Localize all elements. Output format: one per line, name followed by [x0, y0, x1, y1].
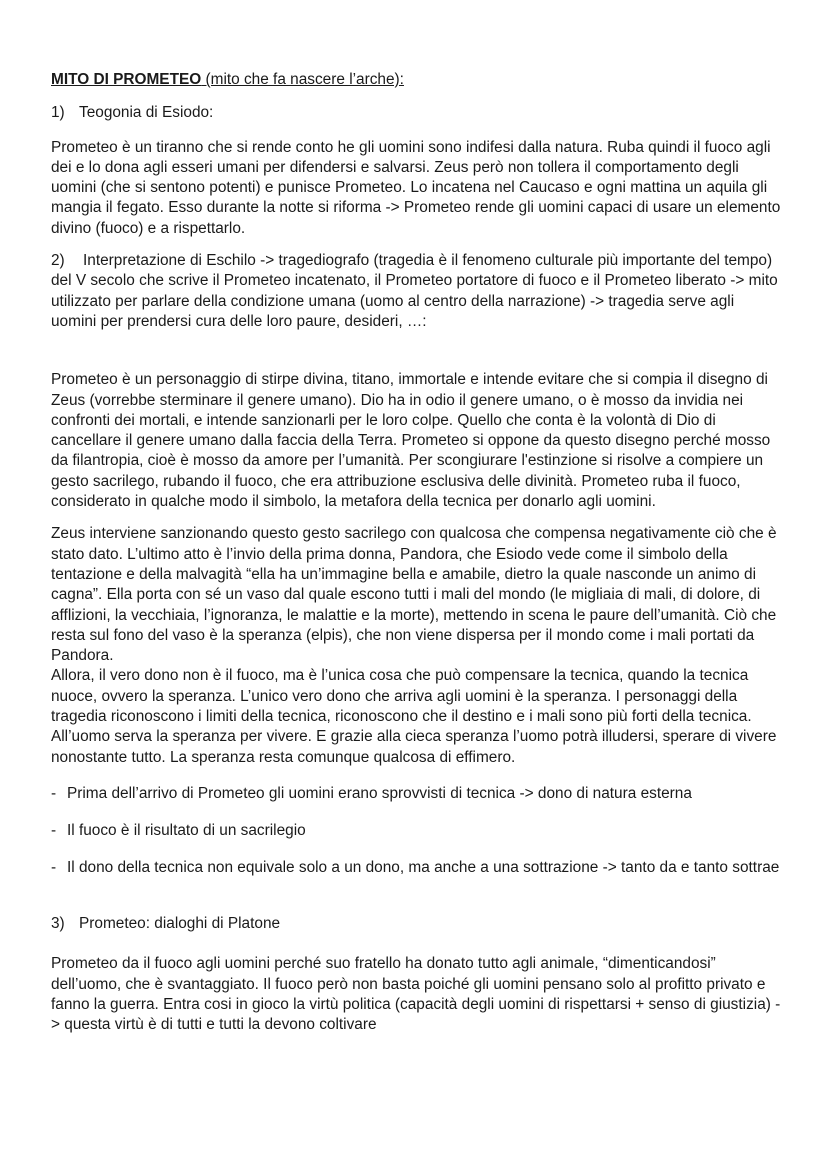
section-1-paragraph: Prometeo è un tiranno che si rende conto he gli uomini sono indifesi dalla natura. Ruba quindi il fuoco agli dei e lo dona agli esseri umani per difendersi e salvarsi. Zeus però non tollera il comportamento degli uomini (che si sentono potenti) e punisce Prometeo. Lo incatena nel Caucaso e ogni mattina un aquila gli mangia il fegato. Esso durante la notte si riforma -> Prometeo rende gli uomini capaci di usare un elemento divino (fuoco) e a rispettarlo.	[51, 138, 781, 237]
section-3-paragraph: Prometeo da il fuoco agli uomini perché suo fratello ha donato tutto agli animale, “dimenticandosi” dell’uomo, che è svantaggiato. Il fuoco però non basta poiché gli uomini pensano solo al profitto privato e fanno la guerra. Entra cosi in gioco la virtù politica (capacità degli uomini di rispettarsi + senso di giustizia) -> questa virtù è di tutti e tutti la devono coltivare	[51, 955, 781, 1034]
section-2-paragraph-3: Allora, il vero dono non è il fuoco, ma è l’unica cosa che può compensare la tecnica, quando la tecnica nuoce, ovvero la speranza. L’unico vero dono che arriva agli uomini è la speranza. I personaggi della tragedia riconoscono i limiti della tecnica, riconoscono che il destino e i mali sono più forti della tecnica. All’uomo serva la speranza per vivere. E grazie alla cieca speranza l’uomo potrà illudersi, sperare di vivere nonostante tutto. La speranza resta comunque qualcosa di effimero.	[51, 667, 777, 766]
list-item	[51, 780, 781, 808]
list-item-text: Il dono della tecnica non equivale solo a un dono, ma anche a una sottrazione -> tanto da e tanto sottrae	[67, 858, 780, 876]
list-item	[51, 854, 781, 882]
title-subtitle: (mito che fa nascere l’arche):	[201, 71, 404, 88]
section-3-heading	[51, 914, 781, 934]
bullet-dash: -	[51, 821, 57, 839]
section-3-number: 3)	[51, 914, 65, 932]
section-1-number: 1)	[51, 104, 65, 122]
document-page	[51, 70, 781, 1047]
section-2-title: Interpretazione di Eschilo -> tragediografo (tragedia è il fenomeno culturale più importante del tempo) del V secolo che scrive il Prometeo incatenato, il Prometeo portatore di fuoco e il Prometeo liberato -> mito utilizzato per parlare della condizione umana (uomo al centro della narrazione) -> tragedia serve agli uomini per prendersi cura delle loro paure, desideri, …:	[51, 252, 778, 330]
bullet-dash: -	[51, 858, 57, 876]
list-item-text: Prima dell’arrivo di Prometeo gli uomini erano sprovvisti di tecnica -> dono di natura esterna	[67, 784, 692, 802]
section-3-title: Prometeo: dialoghi di Platone	[79, 914, 281, 932]
title-main: MITO DI PROMETEO	[51, 71, 202, 88]
bullet-dash: -	[51, 784, 57, 802]
section-2-paragraph-2: Zeus interviene sanzionando questo gesto sacrilego con qualcosa che compensa negativamente ciò che è stato dato. L’ultimo atto è l’invio della prima donna, Pandora, che Esiodo vede come il simbolo della tentazione e della malvagità “ella ha un’immagine bella e amabile, dietro la quale nasconde un animo di cagna”. Ella porta con sé un vaso dal quale escono tutti i mali del mondo (le migliaia di mali, di dolore, di afflizioni, la vecchiaia, l’ignoranza, le malattie e la morte), mettendo in scena le paure dell’umanità. Ciò che resta sul fono del vaso è la speranza (elpis), che non viene dispersa per il mondo come i mali portati da Pandora.	[51, 525, 777, 665]
section-1-title: Teogonia di Esiodo:	[79, 104, 214, 122]
list-item	[51, 817, 781, 845]
bullet-list	[51, 780, 781, 882]
document-title	[51, 70, 781, 90]
section-1-heading	[51, 103, 781, 123]
section-2-number: 2)	[51, 252, 65, 270]
section-2-heading	[51, 251, 781, 332]
list-item-text: Il fuoco è il risultato di un sacrilegio	[67, 821, 306, 839]
section-2-paragraph-1: Prometeo è un personaggio di stirpe divina, titano, immortale e intende evitare che si compia il disegno di Zeus (vorrebbe sterminare il genere umano). Dio ha in odio il genere umano, o è mosso da invidia nei confronti dei mortali, e intende sanzionarli per le loro colpe. Quello che conta è la volontà di Dio di cancellare il genere umano dalla faccia della Terra. Prometeo si oppone da questo disegno perché mosso da filantropia, cioè è mosso da amore per l’umanità. Per scongiurare l'estinzione si risolve a compiere un gesto sacrilego, rubando il fuoco, che era attribuzione esclusiva delle divinità. Prometeo ruba il fuoco, considerato in qualche modo il simbolo, la metafora della tecnica per donarlo agli uomini.	[51, 371, 771, 511]
